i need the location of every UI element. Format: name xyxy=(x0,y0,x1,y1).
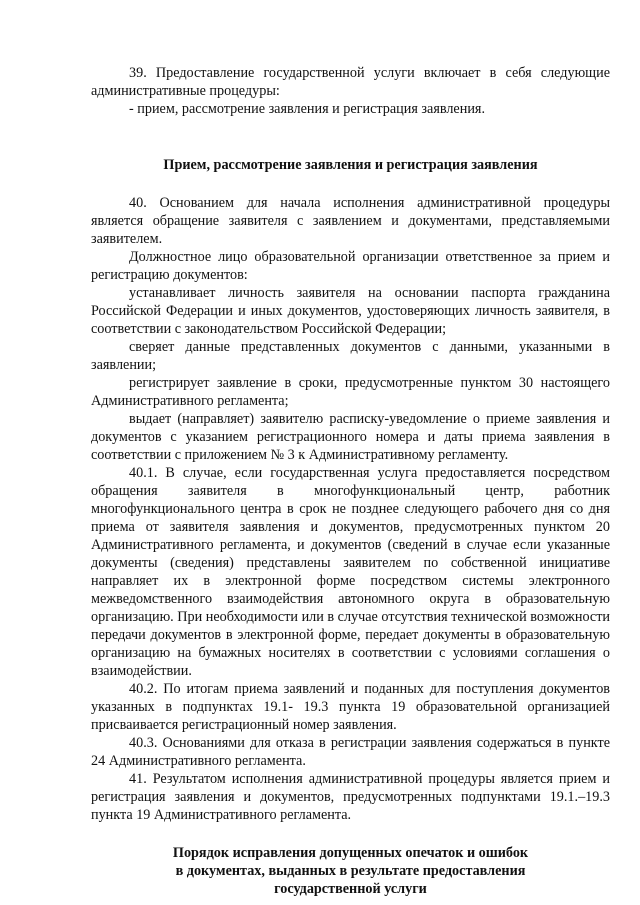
duty-item: регистрирует заявление в сроки, предусмотренные пунктом 30 настоящего Административного регламента; xyxy=(91,375,610,409)
spacer xyxy=(91,118,610,156)
section-heading-reception: Прием, рассмотрение заявления и регистрация заявления xyxy=(163,157,538,173)
paragraph-40-2: 40.2. По итогам приема заявлений и поданных для поступления документов указанных в подпунктах 19.1- 19.3 пункта 19 образовательной организацией присваивается регистрационный номер заявления. xyxy=(91,681,610,733)
spacer xyxy=(91,174,610,194)
paragraph-40-3: 40.3. Основаниями для отказа в регистрации заявления содержаться в пункте 24 Административного регламента. xyxy=(91,735,610,769)
spacer xyxy=(91,824,610,844)
paragraph-official: Должностное лицо образовательной организации ответственное за прием и регистрацию документов: xyxy=(91,249,610,283)
section-heading-corrections-line-2: в документах, выданных в результате предоставления xyxy=(175,863,526,879)
paragraph-40: 40. Основанием для начала исполнения административной процедуры является обращение заявителя с заявлением и документами, представляемыми заявителем. xyxy=(91,195,610,247)
duty-item: устанавливает личность заявителя на основании паспорта гражданина Российской Федерации и иных документов, удостоверяющих личность заявителя, в соответствии с законодательством Российской Федерации; xyxy=(91,285,610,337)
duty-item: выдает (направляет) заявителю расписку-уведомление о приеме заявления и документов с указанием регистрационного номера и даты приема заявления в соответствии с приложением № 3 к Административному регламенту. xyxy=(91,411,610,463)
paragraph-39: 39. Предоставление государственной услуги включает в себя следующие административные процедуры: xyxy=(91,65,610,99)
section-heading-corrections-line-1: Порядок исправления допущенных опечаток и ошибок xyxy=(172,845,529,861)
paragraph-40-1: 40.1. В случае, если государственная услуга предоставляется посредством обращения заявителя в многофункциональный центр, работник многофункционального центра в срок не позднее следующего рабочего дня со дня приема от заявителя заявления и документов, предусмотренных пунктом 20 Административного регламента, и документов (сведений в случае если указанные документы (сведения) представлены заявителем по собственной инициативе направляет их в электронной форме посредством системы электронного межведомственного взаимодействия автономного округа в образовательную организацию. При необходимости или в случае отсутствия технической возможности передачи документов в электронной форме, передает документы в образовательную организацию на бумажных носителях в соответствии с условиями соглашения о взаимодействии. xyxy=(91,465,610,679)
list-item-39: - прием, рассмотрение заявления и регистрация заявления. xyxy=(129,101,485,117)
duty-item: сверяет данные представленных документов с данными, указанными в заявлении; xyxy=(91,339,610,373)
section-heading-corrections-line-3: государственной услуги xyxy=(274,881,427,897)
paragraph-41: 41. Результатом исполнения административной процедуры является прием и регистрация заявления и документов, предусмотренных подпунктами 19.1.–19.3 пункта 19 Административного регламента. xyxy=(91,771,610,823)
